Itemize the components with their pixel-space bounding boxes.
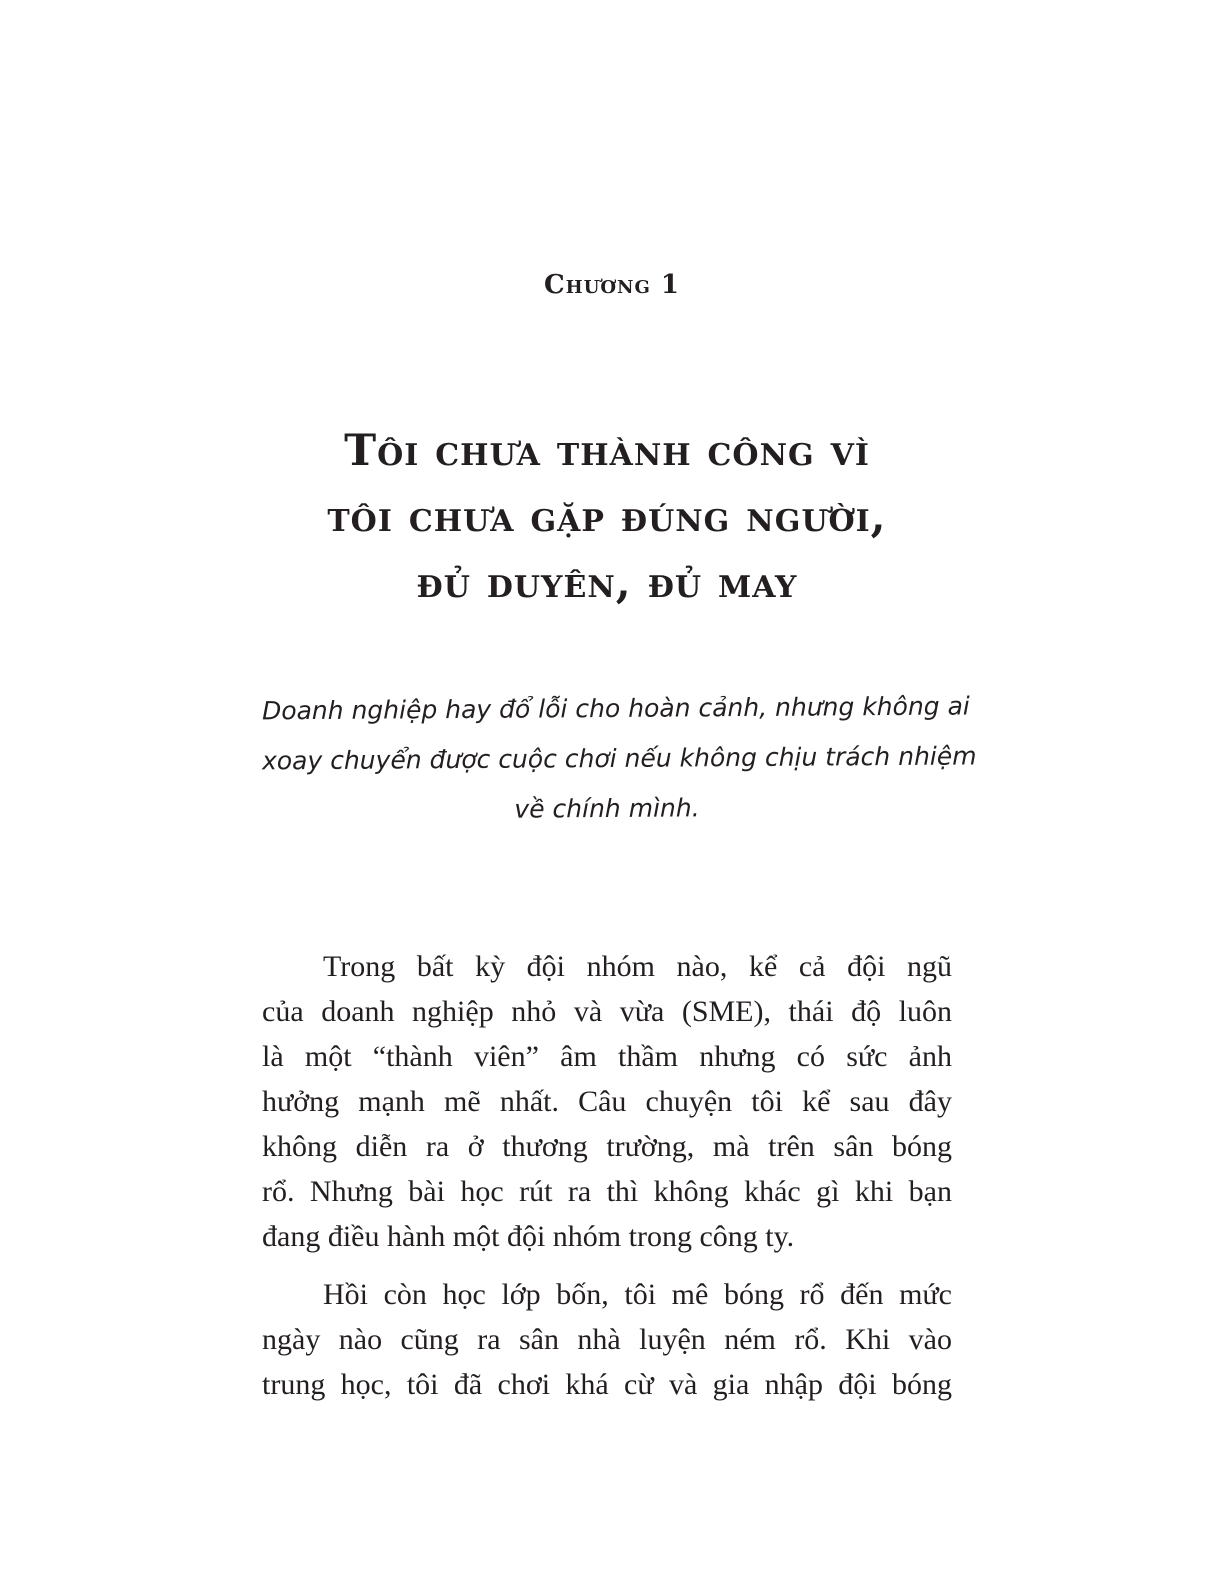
chapter-epigraph	[261, 684, 977, 834]
chapter-title-line: tôi chưa gặp đúng người,	[327, 492, 887, 542]
epigraph-line: về chính mình.	[514, 793, 700, 824]
paragraph	[262, 1272, 952, 1407]
text-line: là một “thành viên” âm thầm nhưng có sức ảnh	[262, 1040, 952, 1073]
chapter-title-line: đủ duyên, đủ may	[416, 558, 798, 608]
text-line: đang điều hành một đội nhóm trong công ty.	[262, 1220, 795, 1253]
body-text	[262, 944, 952, 1420]
text-line: Hồi còn học lớp bốn, tôi mê bóng rổ đến mức	[323, 1278, 952, 1311]
chapter-label: Chương 1	[543, 270, 681, 300]
text-line: rổ. Nhưng bài học rút ra thì không khác gì khi bạn	[262, 1175, 952, 1208]
text-line: hưởng mạnh mẽ nhất. Câu chuyện tôi kể sau đây	[262, 1085, 952, 1118]
epigraph-line: Doanh nghiệp hay đổ lỗi cho hoàn cảnh, nhưng không ai	[261, 691, 970, 726]
chapter-title-line: Tôi chưa thành công vì	[344, 426, 870, 476]
text-line: trung học, tôi đã chơi khá cừ và gia nhập đội bóng	[262, 1368, 952, 1401]
text-line: của doanh nghiệp nhỏ và vừa (SME), thái độ luôn	[262, 995, 952, 1028]
paragraph	[262, 944, 952, 1259]
text-line: không diễn ra ở thương trường, mà trên sân bóng	[262, 1130, 952, 1163]
epigraph-line: xoay chuyển được cuộc chơi nếu không chịu trách nhiệm	[261, 741, 977, 776]
text-line: ngày nào cũng ra sân nhà luyện ném rổ. Khi vào	[262, 1323, 952, 1356]
text-line: Trong bất kỳ đội nhóm nào, kể cả đội ngũ	[323, 950, 952, 983]
chapter-title	[262, 418, 952, 616]
